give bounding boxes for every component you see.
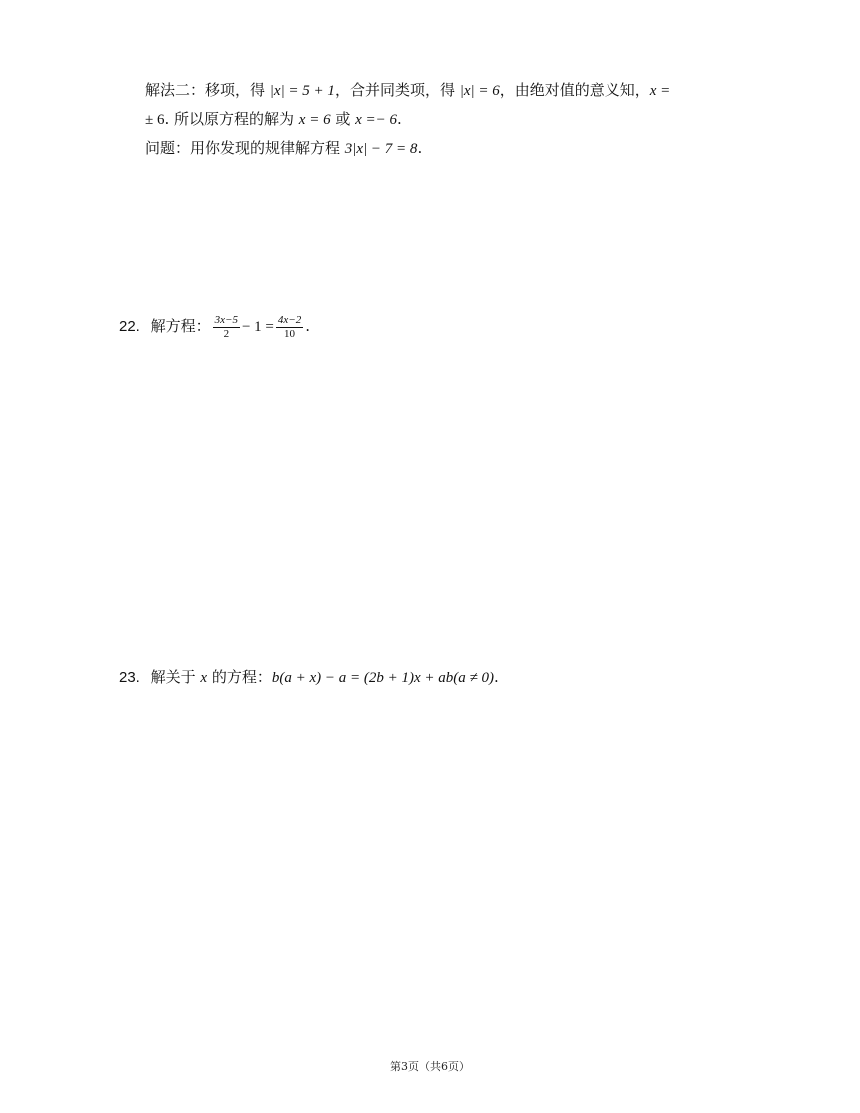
question-number: 23. [119, 669, 140, 686]
method2-line-1 [145, 80, 670, 101]
method2-text: 或 [330, 110, 356, 128]
method2-math: x =− 6 [355, 112, 398, 128]
method2-line-2 [145, 109, 402, 130]
question-23 [119, 667, 499, 688]
question-22 [119, 312, 310, 341]
method2-math: x = 6 [298, 112, 331, 128]
problem-text: 问题：用你发现的规律解方程 [145, 139, 345, 157]
question-prompt: 解关于 [150, 668, 201, 686]
method2-text: . [397, 110, 402, 128]
equation-end: . [305, 317, 310, 335]
method2-text: 解法二：移项，得 [145, 81, 270, 99]
fraction-2 [276, 314, 303, 341]
problem-text: . [417, 139, 423, 157]
method2-text: . 所以原方程的解为 [164, 110, 299, 128]
fraction-denominator: 2 [223, 327, 230, 340]
question-prompt: 的方程： [207, 668, 272, 686]
method2-math: |x| = 6 [459, 83, 500, 99]
method2-math: ± 6 [145, 112, 165, 128]
fraction-denominator: 10 [284, 327, 296, 340]
method2-math: x = [649, 83, 671, 99]
question-number: 22. [119, 318, 140, 335]
equation-end: . [494, 668, 499, 686]
problem-math: 3|x| − 7 = 8 [344, 141, 418, 157]
variable: x [200, 670, 208, 686]
problem-statement [145, 138, 422, 159]
page-footer: 第3页（共6页） [390, 1060, 470, 1073]
fraction-numerator: 4x−2 [277, 313, 302, 326]
question-prompt: 解方程： [150, 317, 211, 335]
fraction-numerator: 3x−5 [214, 313, 238, 326]
method2-math: |x| = 5 + 1 [269, 83, 335, 99]
method2-text: ，由绝对值的意义知， [499, 81, 650, 99]
method2-text: ，合并同类项，得 [334, 81, 460, 99]
equation: b(a + x) − a = (2b + 1)x + ab(a ≠ 0) [271, 670, 495, 686]
equation-middle: − 1 = [241, 319, 274, 335]
fraction-1 [213, 314, 240, 341]
